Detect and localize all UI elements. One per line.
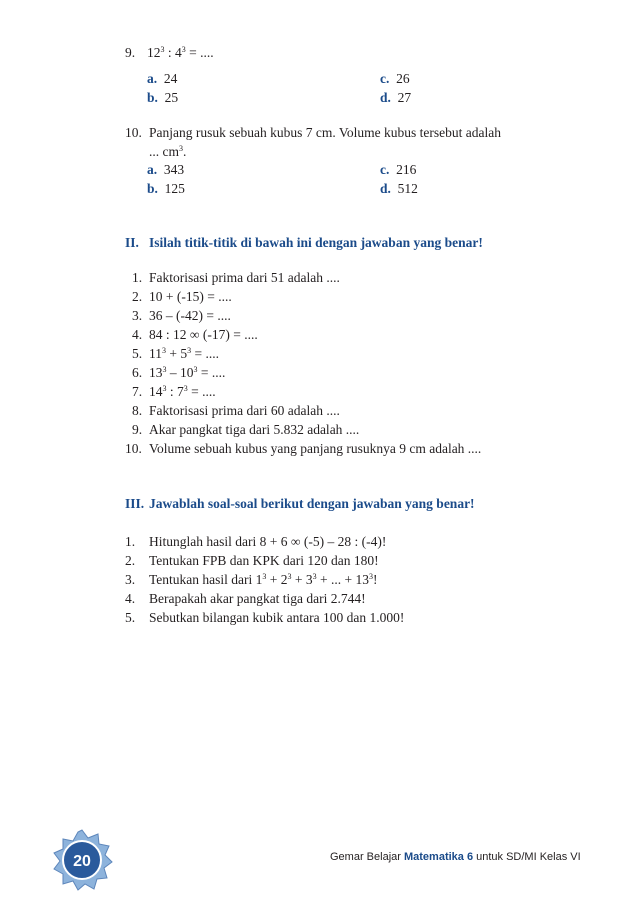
list-item: Hitunglah hasil dari 8 + 6 ∞ (-5) – 28 : (-4)!: [149, 534, 387, 549]
book-title-footer: Gemar Belajar Matematika 6 untuk SD/MI Kelas VI: [330, 851, 581, 863]
section-2-roman: II.: [125, 235, 139, 250]
list-item-number: 10.: [125, 441, 142, 456]
list-item: Sebutkan bilangan kubik antara 100 dan 1.000!: [149, 610, 405, 625]
question-10-option-d: d. 512: [380, 181, 418, 196]
list-item: $13^3 - 10^3$ = ....: [149, 365, 226, 380]
list-item: Tentukan FPB dan KPK dari 120 dan 180!: [149, 553, 379, 568]
list-item-number: 5.: [132, 346, 143, 361]
list-item: $14^3$ : $7^3$ = ....: [149, 384, 216, 399]
question-10-line-2: ... $cm^3$.: [149, 144, 187, 159]
list-item: 36 – (-42) = ....: [149, 308, 231, 323]
list-item-number: 8.: [132, 403, 143, 418]
list-item: Tentukan hasil dari $1^3 + 2^3 + 3^3$ + ... + $13^3$!: [149, 572, 378, 587]
question-9-number: 9.: [125, 45, 136, 60]
list-item-number: 5.: [125, 610, 136, 625]
page-number: 20: [73, 853, 91, 870]
list-item-number: 4.: [132, 327, 143, 342]
list-item: 10 + (-15) = ....: [149, 289, 232, 304]
question-9-option-c: c. 26: [380, 71, 410, 86]
question-9-text: $12^3$ : $4^3$ = ....: [147, 45, 214, 60]
question-10-number: 10.: [125, 125, 142, 140]
question-10-option-b: b. 125: [147, 181, 185, 196]
question-9-option-a: a. 24: [147, 71, 178, 86]
list-item-number: 1.: [125, 534, 136, 549]
question-10-line-1: Panjang rusuk sebuah kubus 7 cm. Volume kubus tersebut adalah: [149, 125, 501, 140]
list-item: 84 : 12 ∞ (-17) = ....: [149, 327, 258, 342]
list-item: Volume sebuah kubus yang panjang rusuknya 9 cm adalah ....: [149, 441, 482, 456]
page-number-badge: [50, 828, 114, 892]
question-10-option-c: c. 216: [380, 162, 417, 177]
list-item-number: 2.: [132, 289, 143, 304]
list-item: Akar pangkat tiga dari 5.832 adalah ....: [149, 422, 360, 437]
list-item-number: 9.: [132, 422, 143, 437]
question-9-option-b: b. 25: [147, 90, 179, 105]
section-3-roman: III.: [125, 496, 145, 511]
list-item: $11^3 + 5^3$ = ....: [149, 346, 219, 361]
section-3-title: Jawablah soal-soal berikut dengan jawaban yang benar!: [149, 496, 475, 511]
question-9-option-d: d. 27: [380, 90, 412, 105]
list-item: Faktorisasi prima dari 51 adalah ....: [149, 270, 340, 285]
question-10-option-a: a. 343: [147, 162, 185, 177]
list-item-number: 7.: [132, 384, 143, 399]
section-2-title: Isilah titik-titik di bawah ini dengan jawaban yang benar!: [149, 235, 483, 250]
list-item: Berapakah akar pangkat tiga dari 2.744!: [149, 591, 366, 606]
list-item-number: 6.: [132, 365, 143, 380]
list-item-number: 3.: [132, 308, 143, 323]
list-item-number: 4.: [125, 591, 136, 606]
list-item-number: 1.: [132, 270, 143, 285]
list-item: Faktorisasi prima dari 60 adalah ....: [149, 403, 340, 418]
list-item-number: 2.: [125, 553, 136, 568]
list-item-number: 3.: [125, 572, 136, 587]
